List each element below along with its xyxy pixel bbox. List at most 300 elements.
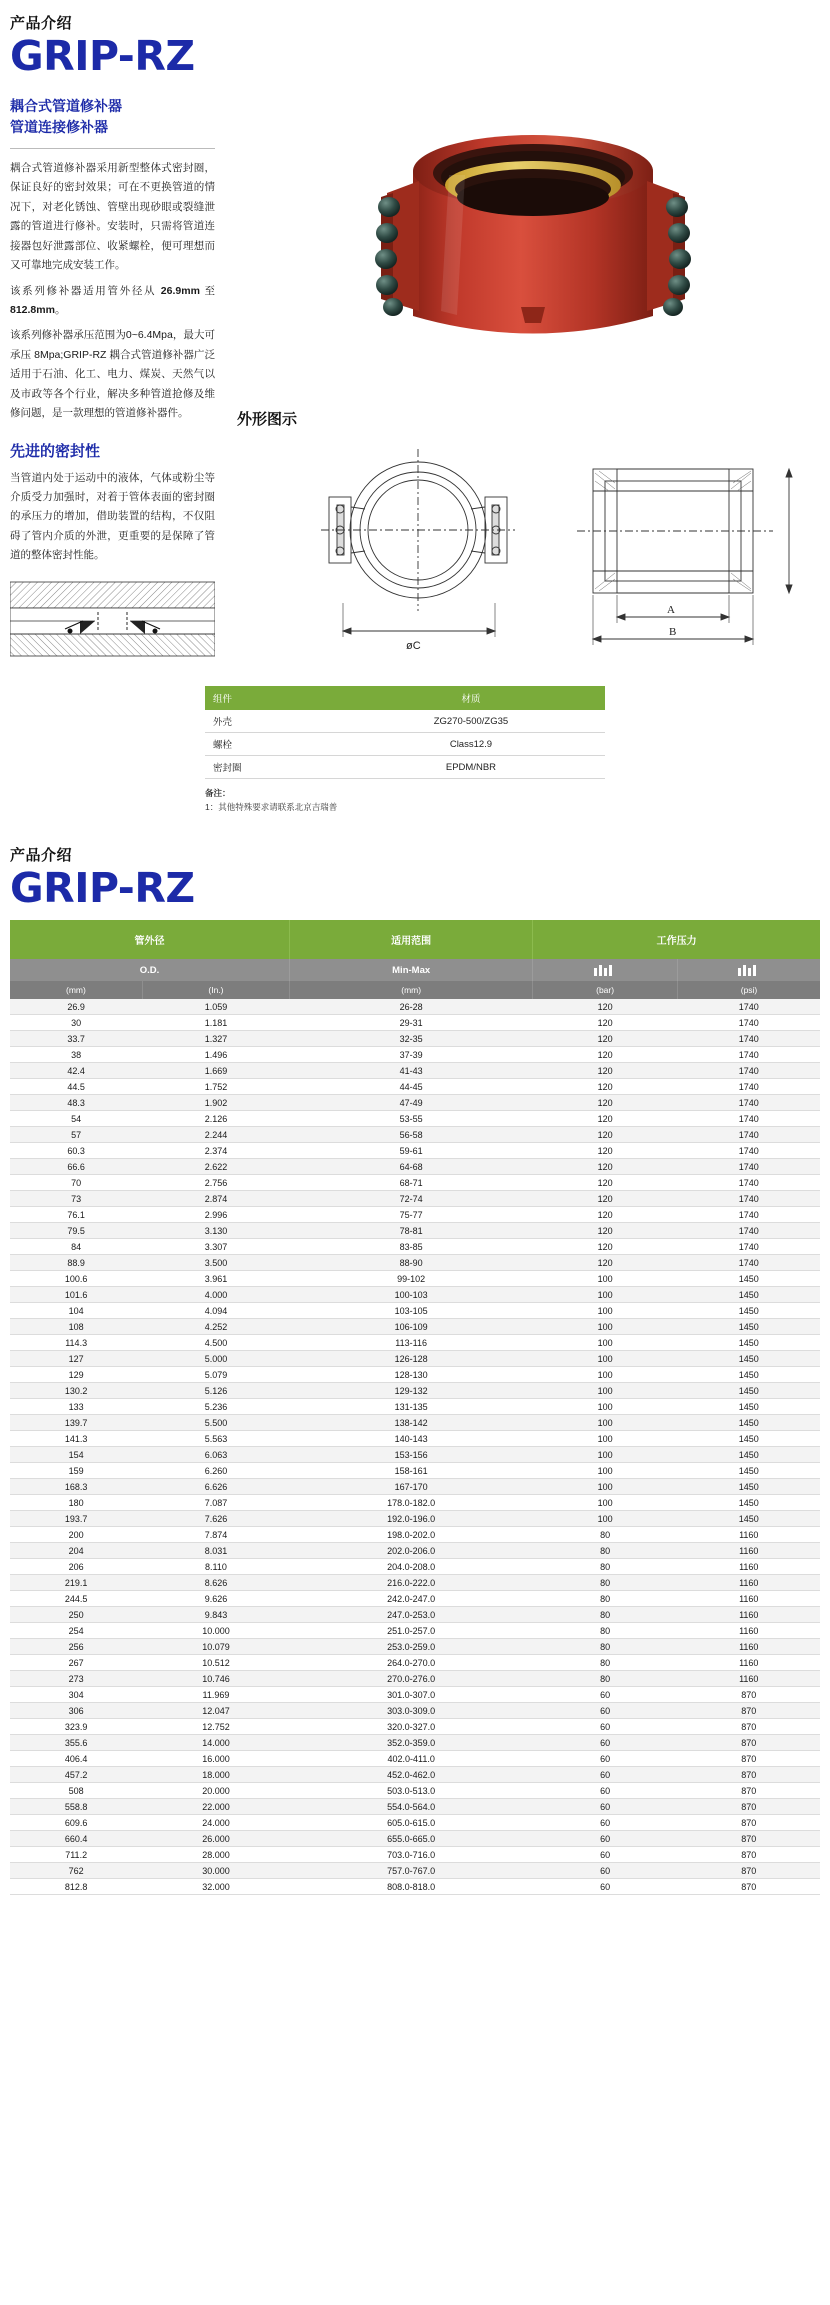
spec-cell-range-mm: 247.0-253.0 [290, 1607, 533, 1623]
table-row [10, 1831, 820, 1847]
spec-cell-od-in: 2.126 [142, 1111, 289, 1127]
spec-cell-od-mm: 42.4 [10, 1063, 142, 1079]
spec-sub-od: O.D. [10, 959, 290, 981]
spec-cell-od-mm: 141.3 [10, 1431, 142, 1447]
spec-cell-pressure-bar: 120 [533, 1159, 678, 1175]
spec-cell-range-mm: 402.0-411.0 [290, 1751, 533, 1767]
spec-cell-od-in: 1.181 [142, 1015, 289, 1031]
table-row [205, 710, 605, 733]
spec-cell-range-mm: 320.0-327.0 [290, 1719, 533, 1735]
table-row [10, 1415, 820, 1431]
spec-cell-od-mm: 206 [10, 1559, 142, 1575]
spec-cell-pressure-psi: 1160 [678, 1527, 821, 1543]
spec-cell-pressure-psi: 1450 [678, 1303, 821, 1319]
spec-cell-od-mm: 508 [10, 1783, 142, 1799]
spec-cell-pressure-psi: 1450 [678, 1447, 821, 1463]
table-row [10, 1143, 820, 1159]
spec-cell-pressure-psi: 870 [678, 1783, 821, 1799]
spec-cell-od-in: 8.110 [142, 1559, 289, 1575]
spec-cell-pressure-psi: 1160 [678, 1559, 821, 1575]
spec-cell-od-in: 7.626 [142, 1511, 289, 1527]
table-row [10, 1799, 820, 1815]
table-row [10, 1751, 820, 1767]
spec-cell-pressure-bar: 100 [533, 1383, 678, 1399]
spec-cell-pressure-psi: 1450 [678, 1287, 821, 1303]
spec-cell-range-mm: 192.0-196.0 [290, 1511, 533, 1527]
spec-cell-od-mm: 88.9 [10, 1255, 142, 1271]
materials-note [205, 787, 830, 814]
section2-kicker: 产品介绍 [10, 847, 73, 865]
table-row [10, 1719, 820, 1735]
spec-cell-pressure-bar: 80 [533, 1559, 678, 1575]
table-row [10, 1351, 820, 1367]
spec-cell-range-mm: 605.0-615.0 [290, 1815, 533, 1831]
spec-cell-od-mm: 79.5 [10, 1223, 142, 1239]
spec-sub-range: Min-Max [290, 959, 533, 981]
spec-cell-od-mm: 70 [10, 1175, 142, 1191]
paragraph-2-max: 812.8mm [10, 304, 55, 316]
spec-cell-od-in: 4.500 [142, 1335, 289, 1351]
table-row [10, 1655, 820, 1671]
spec-cell-od-mm: 244.5 [10, 1591, 142, 1607]
spec-cell-pressure-psi: 1450 [678, 1463, 821, 1479]
paragraph-2-min: 26.9mm [160, 284, 200, 297]
table-row [10, 1591, 820, 1607]
spec-cell-pressure-bar: 100 [533, 1287, 678, 1303]
spec-cell-od-mm: 304 [10, 1687, 142, 1703]
section1-kicker: 产品介绍 [10, 15, 73, 32]
spec-cell-od-mm: 30 [10, 1015, 142, 1031]
table-row [10, 1111, 820, 1127]
spec-cell-pressure-psi: 1740 [678, 1095, 821, 1111]
table-row [10, 1879, 820, 1895]
spec-cell-pressure-bar: 60 [533, 1783, 678, 1799]
spec-unit-header-row [10, 981, 820, 999]
spec-cell-od-mm: 129 [10, 1367, 142, 1383]
spec-cell-od-mm: 219.1 [10, 1575, 142, 1591]
spec-cell-od-mm: 154 [10, 1447, 142, 1463]
spec-cell-pressure-psi: 1740 [678, 1063, 821, 1079]
spec-cell-range-mm: 72-74 [290, 1191, 533, 1207]
spec-cell-pressure-psi: 1450 [678, 1383, 821, 1399]
spec-cell-pressure-psi: 1160 [678, 1655, 821, 1671]
spec-cell-pressure-bar: 120 [533, 1095, 678, 1111]
spec-cell-od-in: 2.756 [142, 1175, 289, 1191]
spec-cell-od-in: 3.307 [142, 1239, 289, 1255]
spec-cell-pressure-bar: 120 [533, 1223, 678, 1239]
spec-cell-pressure-psi: 870 [678, 1719, 821, 1735]
table-row [10, 1783, 820, 1799]
spec-cell-pressure-bar: 100 [533, 1399, 678, 1415]
spec-cell-pressure-bar: 120 [533, 1031, 678, 1047]
spec-cell-pressure-psi: 1740 [678, 1239, 821, 1255]
table-row [10, 1383, 820, 1399]
spec-cell-od-in: 8.031 [142, 1543, 289, 1559]
table-row [10, 1735, 820, 1751]
spec-cell-pressure-bar: 80 [533, 1527, 678, 1543]
spec-cell-od-mm: 114.3 [10, 1335, 142, 1351]
spec-cell-range-mm: 140-143 [290, 1431, 533, 1447]
spec-cell-range-mm: 301.0-307.0 [290, 1687, 533, 1703]
seal-cross-section-diagram [10, 574, 215, 674]
spec-cell-od-mm: 267 [10, 1655, 142, 1671]
left-column [10, 96, 215, 680]
spec-cell-od-mm: 127 [10, 1351, 142, 1367]
spec-cell-pressure-psi: 870 [678, 1703, 821, 1719]
table-row [10, 1511, 820, 1527]
spec-cell-pressure-psi: 1740 [678, 1223, 821, 1239]
materials-material: ZG270-500/ZG35 [337, 710, 605, 733]
spec-cell-pressure-bar: 100 [533, 1367, 678, 1383]
spec-cell-pressure-bar: 100 [533, 1495, 678, 1511]
spec-sub-bar-icon [533, 959, 678, 981]
spec-cell-od-in: 26.000 [142, 1831, 289, 1847]
spec-cell-pressure-bar: 60 [533, 1879, 678, 1895]
spec-cell-od-in: 2.996 [142, 1207, 289, 1223]
table-row [10, 1335, 820, 1351]
spec-cell-od-in: 16.000 [142, 1751, 289, 1767]
spec-cell-pressure-bar: 60 [533, 1847, 678, 1863]
gauge-icon [738, 964, 760, 976]
spec-cell-pressure-psi: 1450 [678, 1495, 821, 1511]
spec-cell-pressure-bar: 120 [533, 1063, 678, 1079]
spec-cell-range-mm: 503.0-513.0 [290, 1783, 533, 1799]
materials-component: 外壳 [205, 710, 337, 733]
spec-cell-od-in: 2.874 [142, 1191, 289, 1207]
spec-cell-pressure-bar: 120 [533, 1191, 678, 1207]
spec-unit-od-mm: (mm) [10, 981, 142, 999]
spec-cell-od-mm: 273 [10, 1671, 142, 1687]
dimension-label-a: A [667, 604, 675, 617]
spec-cell-pressure-bar: 60 [533, 1799, 678, 1815]
spec-cell-pressure-psi: 1740 [678, 1191, 821, 1207]
spec-cell-pressure-bar: 120 [533, 1015, 678, 1031]
spec-cell-od-in: 5.126 [142, 1383, 289, 1399]
spec-unit-od-in: (In.) [142, 981, 289, 999]
materials-table [205, 686, 605, 779]
materials-header-component: 组件 [205, 686, 337, 710]
table-row [10, 1495, 820, 1511]
paragraph-3: 该系列修补器承压范围为0~6.4Mpa，最大可承压 8Mpa;GRIP-RZ 耦合式管道修补器广泛适用于石油、化工、电力、煤炭、天然气以及市政等各个行业，解决多种管道抢修及维修问题，是一款理想的管道修补器件。 [10, 329, 215, 420]
spec-cell-od-in: 1.669 [142, 1063, 289, 1079]
spec-cell-pressure-bar: 120 [533, 1111, 678, 1127]
spec-cell-range-mm: 44-45 [290, 1079, 533, 1095]
table-row [10, 1223, 820, 1239]
product-photo [233, 96, 830, 396]
spec-cell-range-mm: 100-103 [290, 1287, 533, 1303]
materials-component: 螺栓 [205, 733, 337, 756]
spec-cell-od-in: 5.000 [142, 1351, 289, 1367]
spec-cell-od-mm: 48.3 [10, 1095, 142, 1111]
spec-cell-od-in: 28.000 [142, 1847, 289, 1863]
spec-cell-od-in: 1.902 [142, 1095, 289, 1111]
table-row [10, 1095, 820, 1111]
spec-cell-range-mm: 106-109 [290, 1319, 533, 1335]
spec-cell-range-mm: 83-85 [290, 1239, 533, 1255]
spec-cell-od-in: 6.260 [142, 1463, 289, 1479]
spec-cell-pressure-bar: 80 [533, 1591, 678, 1607]
spec-cell-od-in: 12.047 [142, 1703, 289, 1719]
spec-cell-od-in: 4.000 [142, 1287, 289, 1303]
spec-cell-od-in: 24.000 [142, 1815, 289, 1831]
spec-cell-pressure-psi: 1450 [678, 1431, 821, 1447]
spec-cell-pressure-bar: 100 [533, 1463, 678, 1479]
spec-cell-od-in: 10.000 [142, 1623, 289, 1639]
spec-cell-od-in: 20.000 [142, 1783, 289, 1799]
spec-cell-pressure-psi: 1740 [678, 1015, 821, 1031]
section1-header [0, 0, 830, 78]
spec-cell-od-mm: 193.7 [10, 1511, 142, 1527]
spec-cell-range-mm: 655.0-665.0 [290, 1831, 533, 1847]
spec-cell-od-mm: 711.2 [10, 1847, 142, 1863]
spec-cell-pressure-bar: 120 [533, 1127, 678, 1143]
spec-cell-pressure-bar: 120 [533, 1175, 678, 1191]
table-row [10, 1847, 820, 1863]
paragraph-2-end: 。 [54, 304, 66, 316]
materials-material: Class12.9 [337, 733, 605, 756]
dimension-label-b: B [669, 626, 677, 639]
table-row [10, 1767, 820, 1783]
spec-cell-od-mm: 406.4 [10, 1751, 142, 1767]
spec-cell-od-in: 9.626 [142, 1591, 289, 1607]
spec-cell-pressure-psi: 870 [678, 1751, 821, 1767]
spec-cell-od-in: 2.244 [142, 1127, 289, 1143]
spec-cell-pressure-bar: 80 [533, 1623, 678, 1639]
spec-cell-od-in: 4.094 [142, 1303, 289, 1319]
outline-drawings-title: 外形图示 [237, 411, 298, 429]
spec-cell-range-mm: 113-116 [290, 1335, 533, 1351]
spec-cell-od-in: 8.626 [142, 1575, 289, 1591]
spec-cell-od-in: 5.079 [142, 1367, 289, 1383]
product-subtitle-line2: 管道连接修补器 [10, 119, 108, 136]
spec-cell-pressure-psi: 1450 [678, 1319, 821, 1335]
spec-cell-pressure-psi: 1450 [678, 1367, 821, 1383]
spec-cell-range-mm: 303.0-309.0 [290, 1703, 533, 1719]
spec-cell-od-in: 10.079 [142, 1639, 289, 1655]
spec-cell-od-in: 14.000 [142, 1735, 289, 1751]
spec-cell-pressure-psi: 870 [678, 1831, 821, 1847]
spec-cell-range-mm: 41-43 [290, 1063, 533, 1079]
spec-cell-pressure-bar: 120 [533, 1143, 678, 1159]
spec-cell-pressure-psi: 1740 [678, 1207, 821, 1223]
spec-cell-od-in: 1.327 [142, 1031, 289, 1047]
spec-cell-pressure-bar: 100 [533, 1479, 678, 1495]
spec-cell-od-mm: 660.4 [10, 1831, 142, 1847]
table-row [10, 1703, 820, 1719]
materials-note-text: 1：其他特殊要求请联系北京吉瑞普 [205, 801, 338, 812]
spec-cell-pressure-psi: 1160 [678, 1607, 821, 1623]
feature-text: 当管道内处于运动中的液体，气体或粉尘等介质受力加强时，对着于管体表面的密封圈的承压力的增加，借助装置的结构，不仅阻碍了管内介质的外泄，更重要的是保障了管道的整体密封性能。 [10, 471, 215, 562]
table-row [10, 1863, 820, 1879]
section2-title: GRIP-RZ [10, 864, 195, 913]
right-column [215, 96, 830, 680]
spec-cell-pressure-bar: 100 [533, 1271, 678, 1287]
section2 [0, 844, 830, 1895]
spec-cell-range-mm: 68-71 [290, 1175, 533, 1191]
outline-drawings [233, 435, 830, 680]
spec-cell-pressure-bar: 120 [533, 1255, 678, 1271]
spec-cell-od-in: 12.752 [142, 1719, 289, 1735]
spec-cell-range-mm: 242.0-247.0 [290, 1591, 533, 1607]
table-row [10, 1367, 820, 1383]
materials-component: 密封圈 [205, 756, 337, 779]
spec-cell-pressure-bar: 80 [533, 1639, 678, 1655]
spec-cell-od-mm: 44.5 [10, 1079, 142, 1095]
spec-cell-range-mm: 270.0-276.0 [290, 1671, 533, 1687]
spec-cell-pressure-bar: 60 [533, 1815, 678, 1831]
spec-cell-range-mm: 178.0-182.0 [290, 1495, 533, 1511]
spec-cell-range-mm: 53-55 [290, 1111, 533, 1127]
spec-cell-pressure-psi: 1740 [678, 1255, 821, 1271]
spec-cell-pressure-psi: 1450 [678, 1415, 821, 1431]
spec-cell-od-in: 11.969 [142, 1687, 289, 1703]
product-subtitle-line1: 耦合式管道修补器 [10, 98, 122, 115]
spec-cell-od-mm: 133 [10, 1399, 142, 1415]
spec-cell-pressure-bar: 100 [533, 1335, 678, 1351]
spec-cell-od-mm: 38 [10, 1047, 142, 1063]
spec-cell-pressure-psi: 1740 [678, 1111, 821, 1127]
spec-cell-pressure-psi: 1450 [678, 1271, 821, 1287]
section1-body [0, 78, 830, 680]
spec-cell-pressure-bar: 100 [533, 1319, 678, 1335]
spec-cell-pressure-psi: 1740 [678, 1031, 821, 1047]
spec-cell-od-mm: 139.7 [10, 1415, 142, 1431]
spec-cell-pressure-bar: 120 [533, 1239, 678, 1255]
spec-sub-psi-icon [678, 959, 821, 981]
spec-cell-od-mm: 66.6 [10, 1159, 142, 1175]
materials-header-row [205, 686, 605, 710]
spec-cell-range-mm: 29-31 [290, 1015, 533, 1031]
spec-cell-pressure-psi: 870 [678, 1735, 821, 1751]
spec-cell-range-mm: 75-77 [290, 1207, 533, 1223]
table-row [10, 1431, 820, 1447]
spec-cell-pressure-psi: 1160 [678, 1575, 821, 1591]
spec-unit-bar: (bar) [533, 981, 678, 999]
spec-cell-od-mm: 355.6 [10, 1735, 142, 1751]
spec-cell-pressure-psi: 1740 [678, 1127, 821, 1143]
spec-cell-od-mm: 101.6 [10, 1287, 142, 1303]
spec-cell-od-in: 3.130 [142, 1223, 289, 1239]
specifications-table [10, 920, 820, 1895]
spec-group-od: 管外径 [10, 920, 290, 959]
table-row [10, 1463, 820, 1479]
spec-cell-pressure-bar: 120 [533, 1047, 678, 1063]
spec-cell-od-mm: 609.6 [10, 1815, 142, 1831]
materials-note-label: 备注： [205, 788, 231, 799]
spec-cell-pressure-bar: 120 [533, 1207, 678, 1223]
spec-cell-pressure-bar: 60 [533, 1751, 678, 1767]
spec-cell-od-mm: 256 [10, 1639, 142, 1655]
spec-cell-pressure-bar: 120 [533, 999, 678, 1015]
spec-cell-pressure-psi: 870 [678, 1847, 821, 1863]
dimension-label-phi-c: øC [406, 640, 421, 653]
spec-cell-od-mm: 558.8 [10, 1799, 142, 1815]
spec-cell-pressure-psi: 1740 [678, 1143, 821, 1159]
spec-cell-pressure-psi: 1450 [678, 1335, 821, 1351]
table-row [10, 1303, 820, 1319]
spec-cell-od-mm: 306 [10, 1703, 142, 1719]
spec-cell-pressure-bar: 60 [533, 1863, 678, 1879]
spec-cell-od-mm: 130.2 [10, 1383, 142, 1399]
spec-cell-pressure-psi: 1160 [678, 1543, 821, 1559]
spec-cell-pressure-bar: 100 [533, 1415, 678, 1431]
spec-cell-pressure-bar: 100 [533, 1431, 678, 1447]
section1-title: GRIP-RZ [10, 32, 195, 80]
spec-unit-range-mm: (mm) [290, 981, 533, 999]
spec-cell-pressure-bar: 80 [533, 1575, 678, 1591]
spec-cell-od-in: 5.236 [142, 1399, 289, 1415]
spec-cell-pressure-bar: 60 [533, 1703, 678, 1719]
paragraph-2-mid: 至 [199, 284, 216, 297]
spec-cell-od-mm: 457.2 [10, 1767, 142, 1783]
spec-cell-pressure-psi: 870 [678, 1687, 821, 1703]
spec-cell-od-in: 2.622 [142, 1159, 289, 1175]
spec-cell-pressure-bar: 100 [533, 1511, 678, 1527]
spec-cell-od-mm: 254 [10, 1623, 142, 1639]
spec-cell-od-mm: 812.8 [10, 1879, 142, 1895]
spec-cell-pressure-bar: 60 [533, 1687, 678, 1703]
spec-cell-pressure-psi: 1450 [678, 1511, 821, 1527]
spec-cell-od-in: 1.496 [142, 1047, 289, 1063]
materials-material: EPDM/NBR [337, 756, 605, 779]
gauge-icon [594, 964, 616, 976]
spec-cell-range-mm: 554.0-564.0 [290, 1799, 533, 1815]
spec-cell-od-mm: 323.9 [10, 1719, 142, 1735]
spec-cell-range-mm: 452.0-462.0 [290, 1767, 533, 1783]
paragraph-2 [10, 282, 215, 321]
spec-cell-pressure-bar: 60 [533, 1831, 678, 1847]
spec-cell-pressure-bar: 80 [533, 1671, 678, 1687]
spec-cell-range-mm: 138-142 [290, 1415, 533, 1431]
spec-cell-range-mm: 26-28 [290, 999, 533, 1015]
spec-cell-od-in: 7.874 [142, 1527, 289, 1543]
spec-cell-od-in: 32.000 [142, 1879, 289, 1895]
table-row [10, 1175, 820, 1191]
spec-cell-od-in: 30.000 [142, 1863, 289, 1879]
spec-cell-od-mm: 26.9 [10, 999, 142, 1015]
spec-cell-range-mm: 99-102 [290, 1271, 533, 1287]
spec-cell-pressure-psi: 870 [678, 1863, 821, 1879]
spec-cell-pressure-psi: 1160 [678, 1671, 821, 1687]
spec-cell-range-mm: 757.0-767.0 [290, 1863, 533, 1879]
spec-cell-range-mm: 216.0-222.0 [290, 1575, 533, 1591]
table-row [10, 1239, 820, 1255]
materials-header-material: 材质 [337, 686, 605, 710]
spec-cell-od-mm: 100.6 [10, 1271, 142, 1287]
spec-cell-range-mm: 56-58 [290, 1127, 533, 1143]
spec-unit-psi: (psi) [678, 981, 821, 999]
table-row [10, 1255, 820, 1271]
spec-cell-pressure-bar: 80 [533, 1607, 678, 1623]
table-row [10, 1815, 820, 1831]
spec-cell-pressure-psi: 1450 [678, 1399, 821, 1415]
spec-cell-od-in: 3.500 [142, 1255, 289, 1271]
spec-cell-od-mm: 108 [10, 1319, 142, 1335]
spec-cell-pressure-psi: 1740 [678, 1079, 821, 1095]
table-row [10, 999, 820, 1015]
spec-cell-pressure-bar: 100 [533, 1351, 678, 1367]
table-row [10, 1015, 820, 1031]
spec-cell-pressure-bar: 60 [533, 1735, 678, 1751]
spec-cell-pressure-psi: 1740 [678, 999, 821, 1015]
spec-cell-range-mm: 198.0-202.0 [290, 1527, 533, 1543]
spec-group-range: 适用范围 [290, 920, 533, 959]
spec-cell-od-in: 10.512 [142, 1655, 289, 1671]
spec-cell-od-mm: 159 [10, 1463, 142, 1479]
table-row [10, 1639, 820, 1655]
spec-cell-od-in: 2.374 [142, 1143, 289, 1159]
specifications-table-body [10, 999, 820, 1895]
